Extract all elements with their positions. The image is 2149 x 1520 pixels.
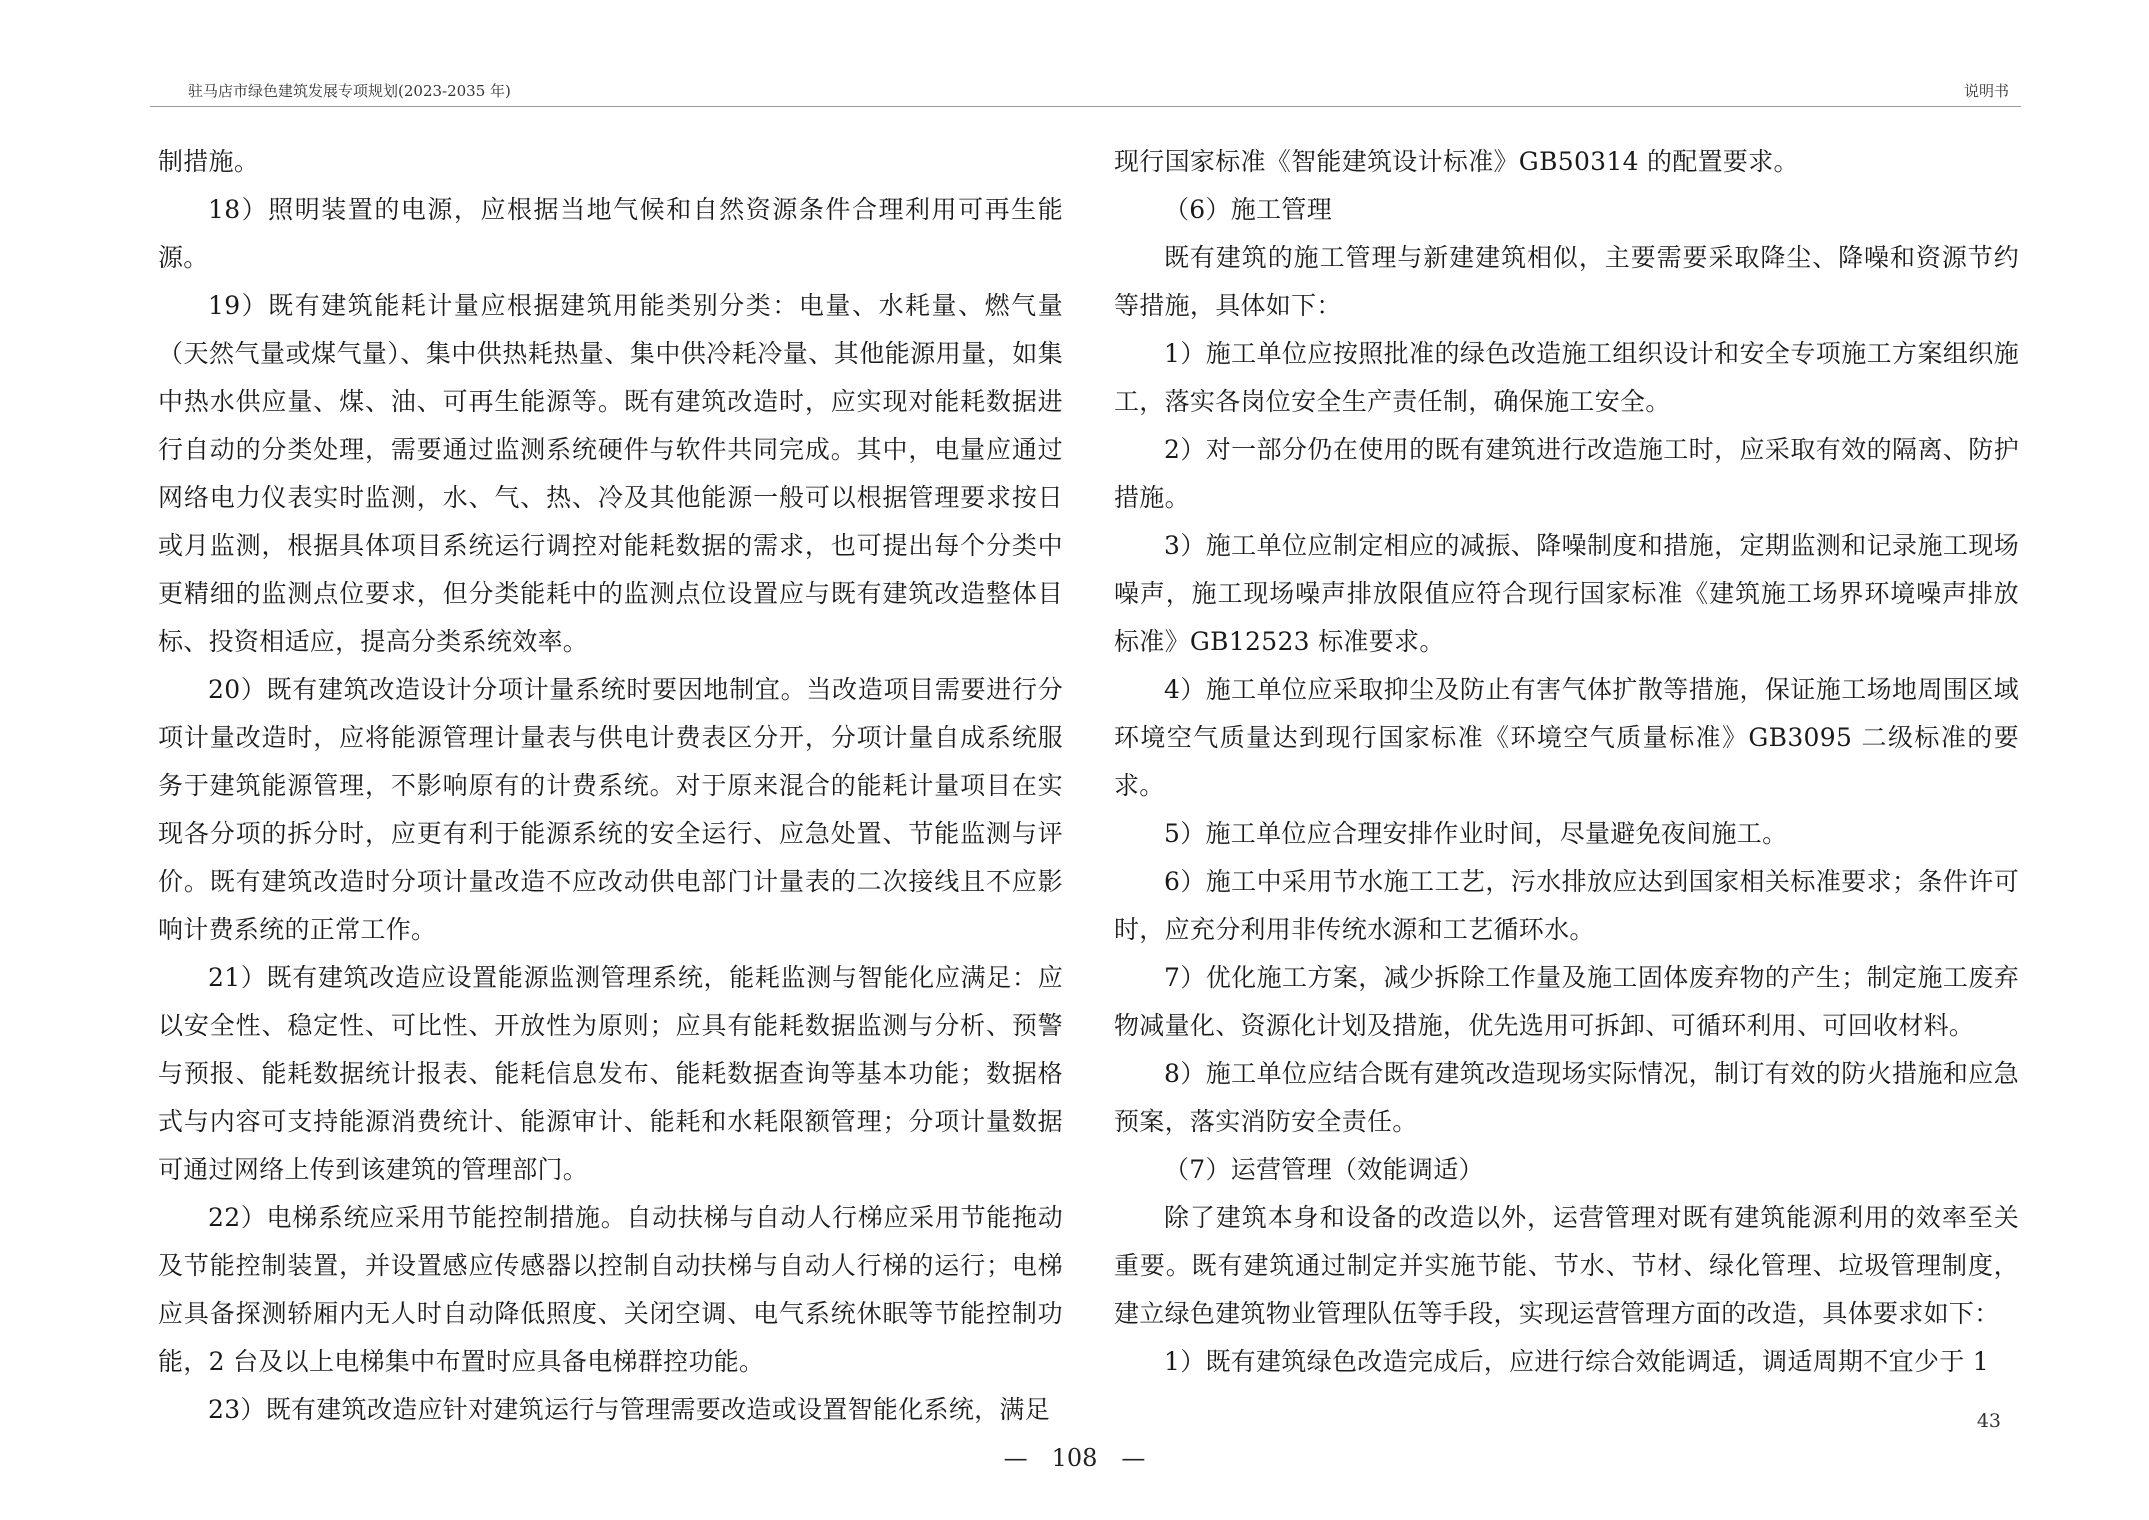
paragraph: 21）既有建筑改造应设置能源监测管理系统，能耗监测与智能化应满足：应以安全性、稳定性、可比性、开放性为原则；应具有能耗数据监测与分析、预警与预报、能耗数据统计报表、能耗信息发布、能耗数据查询等基本功能；数据格式与内容可支持能源消费统计、能源审计、能耗和水耗限额管理；分项计量数据可通过网络上传到该建筑的管理部门。	[158, 963, 1063, 1184]
paragraph: 1）施工单位应按照批准的绿色改造施工组织设计和安全专项施工方案组织施工，落实各岗位安全生产责任制，确保施工安全。	[1114, 339, 2019, 416]
paragraph: 2）对一部分仍在使用的既有建筑进行改造施工时，应采取有效的隔离、防护措施。	[1114, 435, 2019, 512]
page-number-center: — 108 —	[1003, 1444, 1146, 1472]
paragraph: 既有建筑的施工管理与新建建筑相似，主要需要采取降尘、降噪和资源节约等措施，具体如下：	[1114, 243, 2019, 320]
paragraph: 23）既有建筑改造应针对建筑运行与管理需要改造或设置智能化系统，满足	[208, 1395, 1051, 1424]
paragraph: （6）施工管理	[1164, 195, 1333, 224]
right-text-column	[1114, 138, 2019, 1386]
paragraph: 3）施工单位应制定相应的减振、降噪制度和措施，定期监测和记录施工现场噪声，施工现场噪声排放限值应符合现行国家标准《建筑施工场界环境噪声排放标准》GB12523 标准要求。	[1114, 531, 2019, 656]
paragraph: 20）既有建筑改造设计分项计量系统时要因地制宜。当改造项目需要进行分项计量改造时，应将能源管理计量表与供电计费表区分开，分项计量自成系统服务于建筑能源管理，不影响原有的计费系统。对于原来混合的能耗计量项目在实现各分项的拆分时，应更有利于能源系统的安全运行、应急处置、节能监测与评价。既有建筑改造时分项计量改造不应改动供电部门计量表的二次接线且不应影响计费系统的正常工作。	[158, 675, 1063, 944]
paragraph: 4）施工单位应采取抑尘及防止有害气体扩散等措施，保证施工场地周围区域环境空气质量达到现行国家标准《环境空气质量标准》GB3095 二级标准的要求。	[1114, 675, 2019, 800]
paragraph: （7）运营管理（效能调适）	[1164, 1155, 1484, 1184]
paragraph: 8）施工单位应结合既有建筑改造现场实际情况，制订有效的防火措施和应急预案，落实消防安全责任。	[1114, 1059, 2019, 1136]
header-divider	[150, 106, 2021, 107]
page-number-corner: 43	[1976, 1410, 2001, 1432]
header-section-label: 说明书	[1963, 82, 2009, 100]
paragraph: 6）施工中采用节水施工工艺，污水排放应达到国家相关标准要求；条件许可时，应充分利用非传统水源和工艺循环水。	[1114, 867, 2019, 944]
paragraph: 19）既有建筑能耗计量应根据建筑用能类别分类：电量、水耗量、燃气量（天然气量或煤气量）、集中供热耗热量、集中供冷耗冷量、其他能源用量，如集中热水供应量、煤、油、可再生能源等。既有建筑改造时，应实现对能耗数据进行自动的分类处理，需要通过监测系统硬件与软件共同完成。其中，电量应通过网络电力仪表实时监测，水、气、热、冷及其他能源一般可以根据管理要求按日或月监测，根据具体项目系统运行调控对能耗数据的需求，也可提出每个分类中更精细的监测点位要求，但分类能耗中的监测点位设置应与既有建筑改造整体目标、投资相适应，提高分类系统效率。	[158, 291, 1063, 656]
header-title: 驻马店市绿色建筑发展专项规划(2023-2035 年)	[188, 82, 511, 100]
paragraph: 18）照明装置的电源，应根据当地气候和自然资源条件合理利用可再生能源。	[158, 195, 1063, 272]
paragraph: 除了建筑本身和设备的改造以外，运营管理对既有建筑能源利用的效率至关重要。既有建筑通过制定并实施节能、节水、节材、绿化管理、垃圾管理制度，建立绿色建筑物业管理队伍等手段，实现运营管理方面的改造，具体要求如下：	[1114, 1203, 2019, 1328]
paragraph: 7）优化施工方案，减少拆除工作量及施工固体废弃物的产生；制定施工废弃物减量化、资源化计划及措施，优先选用可拆卸、可循环利用、可回收材料。	[1114, 963, 2019, 1040]
paragraph: 22）电梯系统应采用节能控制措施。自动扶梯与自动人行梯应采用节能拖动及节能控制装置，并设置感应传感器以控制自动扶梯与自动人行梯的运行；电梯应具备探测轿厢内无人时自动降低照度、关闭空调、电气系统休眠等节能控制功能，2 台及以上电梯集中布置时应具备电梯群控功能。	[158, 1203, 1063, 1376]
paragraph: 1）既有建筑绿色改造完成后，应进行综合效能调适，调适周期不宜少于 1	[1164, 1347, 1989, 1376]
paragraph: 现行国家标准《智能建筑设计标准》GB50314 的配置要求。	[1114, 147, 1799, 176]
paragraph: 5）施工单位应合理安排作业时间，尽量避免夜间施工。	[1164, 819, 1788, 848]
left-text-column	[158, 138, 1063, 1434]
paragraph: 制措施。	[158, 147, 260, 176]
